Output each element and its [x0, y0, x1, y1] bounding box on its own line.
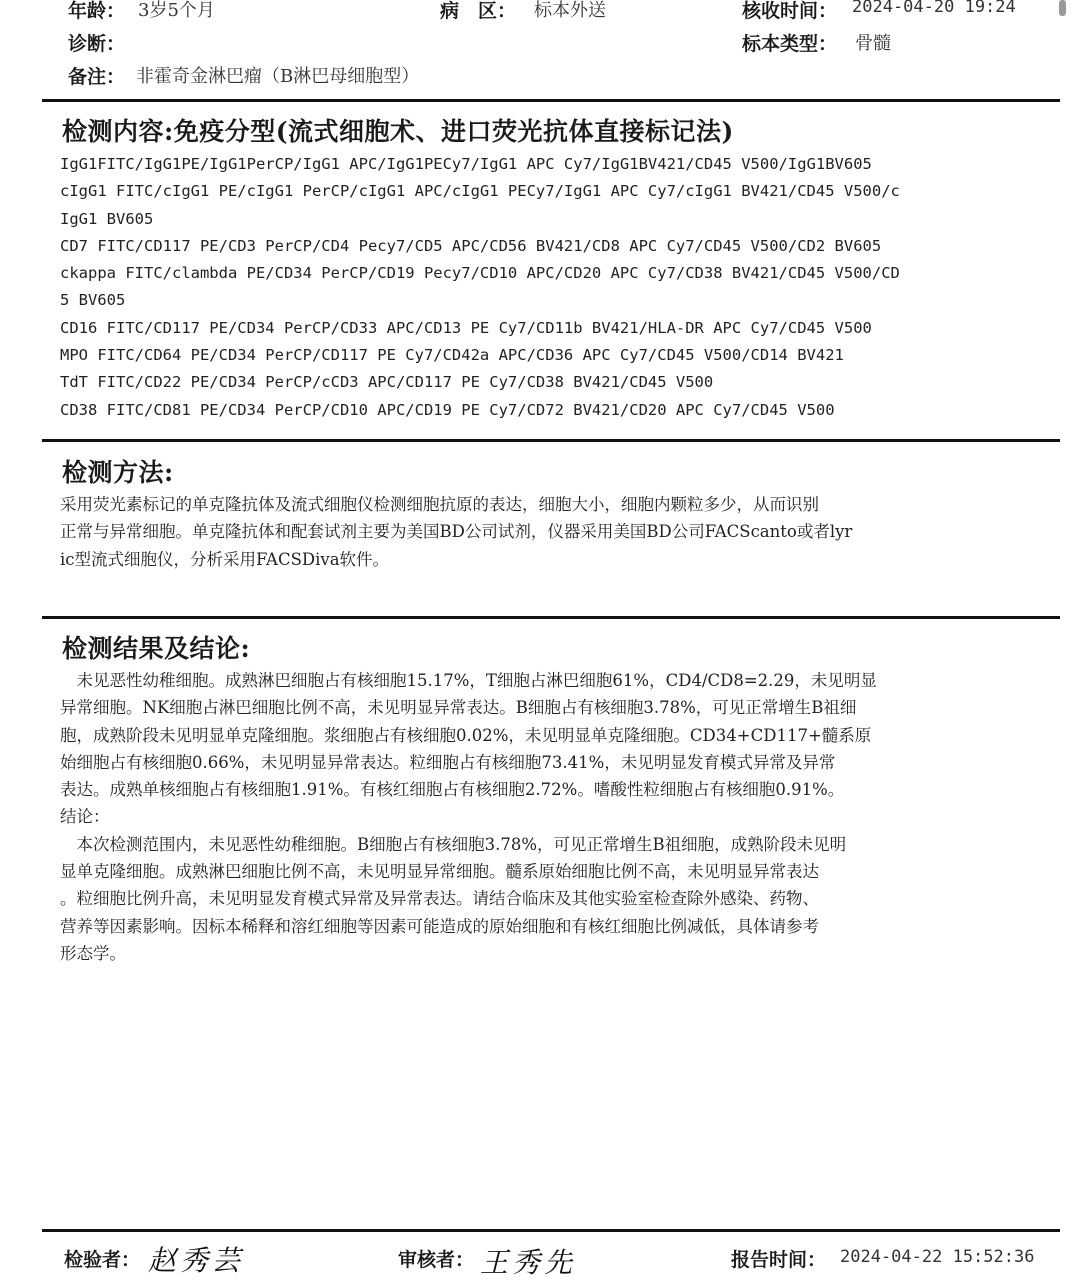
specimen-type-label: 标本类型： — [742, 33, 838, 55]
antibody-panel-line: MPO FITC/CD64 PE/CD34 PerCP/CD117 PE Cy7/CD42a APC/CD36 APC Cy7/CD45 V500/CD14 BV421 — [60, 346, 844, 365]
result-text-line: 营养等因素影响。因标本稀释和溶红细胞等因素可能造成的原始细胞和有核红细胞比例减低，具体请参考 — [60, 916, 819, 936]
report-time-label: 报告时间： — [731, 1249, 827, 1271]
result-text — [60, 667, 1020, 967]
divider — [42, 616, 1060, 619]
result-text-line: 结论： — [60, 807, 110, 827]
antibody-panel-line: TdT FITC/CD22 PE/CD34 PerCP/cCD3 APC/CD117 PE Cy7/CD38 BV421/CD45 V500 — [60, 373, 714, 392]
diagnosis-label: 诊断： — [68, 33, 126, 55]
inspector-signature: 赵秀芸 — [148, 1244, 245, 1277]
antibody-panel-line: cIgG1 FITC/cIgG1 PE/cIgG1 PerCP/cIgG1 APC/cIgG1 PECy7/IgG1 APC Cy7/cIgG1 BV421/CD45 V500/c — [60, 182, 900, 201]
content-section-title: 检测内容:免疫分型(流式细胞术、进口荧光抗体直接标记法) — [62, 117, 734, 146]
result-text-line: 。粒细胞比例升高，未见明显发育模式异常及异常表达。请结合临床及其他实验室检查除外感染、药物、 — [60, 889, 819, 909]
method-section-title: 检测方法: — [62, 458, 174, 487]
result-section-title: 检测结果及结论: — [62, 634, 251, 663]
scrollbar-thumb[interactable] — [1059, 0, 1066, 16]
result-text-line: 本次检测范围内，未见恶性幼稚细胞。B细胞占有核细胞3.78%，可见正常增生B祖细胞，成熟阶段未见明 — [60, 834, 847, 854]
antibody-panel-list — [60, 151, 1020, 424]
remark-value: 非霍奇金淋巴瘤（B淋巴母细胞型） — [136, 66, 420, 87]
antibody-panel-line: CD38 FITC/CD81 PE/CD34 PerCP/CD10 APC/CD19 PE Cy7/CD72 BV421/CD20 APC Cy7/CD45 V500 — [60, 400, 835, 419]
antibody-panel-line: ckappa FITC/clambda PE/CD34 PerCP/CD19 Pecy7/CD10 APC/CD20 APC Cy7/CD38 BV421/CD45 V500/CD — [60, 264, 900, 283]
divider — [42, 99, 1060, 102]
divider — [42, 439, 1060, 442]
divider — [42, 1229, 1060, 1232]
result-text-line: 异常细胞。NK细胞占淋巴细胞比例不高，未见明显异常表达。B细胞占有核细胞3.78%，可见正常增生B祖细 — [60, 698, 857, 718]
received-time-label: 核收时间： — [742, 0, 838, 22]
reviewer-label: 审核者： — [398, 1249, 475, 1271]
reviewer-signature: 王秀先 — [480, 1246, 577, 1279]
received-time-value: 2024-04-20 19:24 — [852, 0, 1016, 17]
method-text — [60, 491, 1020, 573]
inspector-label: 检验者： — [64, 1249, 141, 1271]
result-text-line: 表达。成熟单核细胞占有核细胞1.91%。有核红细胞占有核细胞2.72%。嗜酸性粒细胞占有核细胞0.91%。 — [60, 780, 845, 800]
result-text-line: 胞，成熟阶段未见明显单克隆细胞。浆细胞占有核细胞0.02%，未见明显单克隆细胞。CD34+CD117+髓系原 — [60, 725, 872, 745]
antibody-panel-line: IgG1 BV605 — [60, 209, 154, 228]
result-text-line: 形态学。 — [60, 943, 126, 963]
antibody-panel-line: IgG1FITC/IgG1PE/IgG1PerCP/IgG1 APC/IgG1PECy7/IgG1 APC Cy7/IgG1BV421/CD45 V500/IgG1BV605 — [60, 155, 872, 173]
specimen-type-value: 骨髓 — [855, 33, 891, 54]
report-time-value: 2024-04-22 15:52:36 — [840, 1247, 1035, 1267]
result-text-line: 显单克隆细胞。成熟淋巴细胞比例不高，未见明显异常细胞。髓系原始细胞比例不高，未见明显异常表达 — [60, 862, 819, 882]
antibody-panel-line: CD7 FITC/CD117 PE/CD3 PerCP/CD4 Pecy7/CD5 APC/CD56 BV421/CD8 APC Cy7/CD45 V500/CD2 BV605 — [60, 236, 882, 255]
ward-value: 标本外送 — [534, 0, 606, 21]
antibody-panel-line: CD16 FITC/CD117 PE/CD34 PerCP/CD33 APC/CD13 PE Cy7/CD11b BV421/HLA-DR APC Cy7/CD45 V500 — [60, 318, 872, 337]
ward-label: 病 区： — [440, 0, 517, 22]
method-text-line: ic型流式细胞仪，分析采用FACSDiva软件。 — [60, 549, 390, 569]
method-text-line: 采用荧光素标记的单克隆抗体及流式细胞仪检测细胞抗原的表达，细胞大小，细胞内颗粒多少，从而识别 — [60, 495, 819, 514]
method-text-line: 正常与异常细胞。单克隆抗体和配套试剂主要为美国BD公司试剂，仪器采用美国BD公司FACScanto或者lyr — [60, 522, 853, 542]
antibody-panel-line: 5 BV605 — [60, 291, 126, 310]
result-text-line: 未见恶性幼稚细胞。成熟淋巴细胞占有核细胞15.17%，T细胞占淋巴细胞61%，CD4/CD8=2.29，未见明显 — [60, 671, 877, 690]
remark-label: 备注： — [68, 66, 126, 88]
age-label: 年龄： — [68, 0, 126, 22]
result-text-line: 始细胞占有核细胞0.66%，未见明显异常表达。粒细胞占有核细胞73.41%，未见明显发育模式异常及异常 — [60, 752, 836, 772]
age-value: 3岁5个月 — [138, 0, 215, 21]
